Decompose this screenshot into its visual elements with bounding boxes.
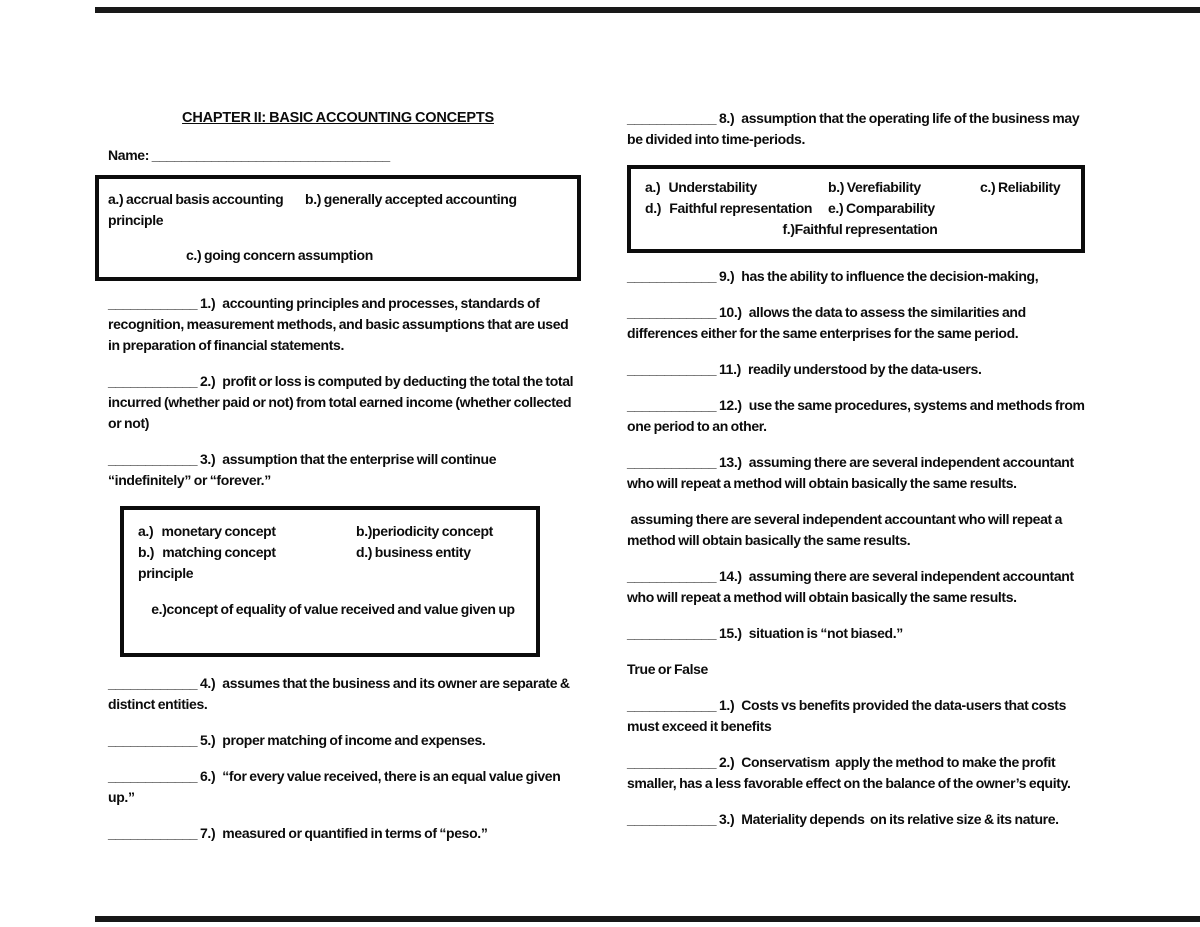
question-number-5: 5.)	[199, 732, 216, 748]
word-bank-a-row1	[108, 189, 571, 231]
word-bank-b	[120, 506, 540, 657]
word-bank-c-option-d: d.) Faithful representation	[645, 200, 813, 216]
question-number-10: 10.)	[718, 304, 742, 320]
question-number-11: 11.)	[718, 361, 741, 377]
matching-question-1	[95, 293, 581, 356]
question-number-14: 14.)	[718, 568, 742, 584]
question-text-14: assuming there are several independent accountant who will repeat a method will obtain basically the same results.	[627, 568, 1077, 605]
answer-blank-7: ____________	[108, 825, 198, 841]
true-false-heading: True or False	[627, 661, 708, 677]
tf-question-text-3: Materiality depends on its relative size & its nature.	[741, 811, 1059, 827]
answer-blank-5: ____________	[108, 732, 198, 748]
tf-answer-blank-3: ____________	[627, 811, 717, 827]
answer-blank-10: ____________	[627, 304, 717, 320]
word-bank-a	[95, 175, 581, 281]
answer-blank-14: ____________	[627, 568, 717, 584]
question-text-3: assumption that the enterprise will continue “indefinitely” or “forever.”	[108, 451, 499, 488]
question-number-12: 12.)	[718, 397, 742, 413]
question-number-13: 13.)	[718, 454, 742, 470]
matching-question-3	[95, 449, 581, 491]
word-bank-c-option-e: e.) Comparability	[828, 200, 935, 216]
question-text-1: accounting principles and processes, standards of recognition, measurement methods, and basic assumptions that are used in preparation of financial statements.	[108, 295, 572, 353]
tf-question-number-2: 2.)	[718, 754, 735, 770]
tf-answer-blank-2: ____________	[627, 754, 717, 770]
word-bank-c-option-b: b.) Verefiability	[828, 179, 921, 195]
answer-blank-1: ____________	[108, 295, 198, 311]
question-number-15: 15.)	[718, 625, 742, 641]
true-false-question-2	[627, 752, 1085, 794]
matching-question-15	[627, 623, 1085, 644]
answer-blank-6: ____________	[108, 768, 198, 784]
tf-question-text-2: Conservatism apply the method to make the profit smaller, has a less favorable effect on the balance of the owner’s equity.	[627, 754, 1071, 791]
question-text-8: assumption that the operating life of the business may be divided into time-periods.	[627, 110, 1083, 147]
matching-question-4	[95, 673, 581, 715]
matching-question-8	[627, 108, 1085, 150]
word-bank-c-option-c: c.) Reliability	[980, 179, 1061, 195]
word-bank-c-option-f: f.)Faithful representation	[782, 221, 938, 237]
question-number-1: 1.)	[199, 295, 216, 311]
question-text-2: profit or loss is computed by deducting the total the total incurred (whether paid or not) from total earned income (whether collected or not)	[108, 373, 576, 431]
question-number-9: 9.)	[718, 268, 735, 284]
question-number-2: 2.)	[199, 373, 216, 389]
matching-question-7	[95, 823, 581, 844]
word-bank-b-row1	[138, 521, 528, 542]
answer-blank-12: ____________	[627, 397, 717, 413]
word-bank-c-row1	[645, 177, 1075, 198]
answer-blank-2: ____________	[108, 373, 198, 389]
answer-blank-4: ____________	[108, 675, 198, 691]
word-bank-a-option-b: b.) generally accepted accounting principle	[108, 191, 520, 228]
answer-blank-3: ____________	[108, 451, 198, 467]
word-bank-c-option-a: a.) Understability	[645, 179, 757, 195]
question-text-4: assumes that the business and its owner are separate & distinct entities.	[108, 675, 573, 712]
question-text-13: assuming there are several independent accountant who will repeat a method will obtain basically the same results.	[627, 454, 1077, 491]
matching-question-6	[95, 766, 581, 808]
name-label: Name:	[108, 147, 150, 163]
question-text-11: readily understood by the data-users.	[747, 361, 982, 377]
name-line	[95, 145, 581, 166]
matching-question-14	[627, 566, 1085, 608]
right-column	[627, 108, 1088, 845]
word-bank-a-option-a: a.) accrual basis accounting	[108, 191, 284, 207]
matching-question-2	[95, 371, 581, 434]
question-text-12: use the same procedures, systems and methods from one period to an other.	[627, 397, 1088, 434]
question-number-4: 4.)	[199, 675, 216, 691]
word-bank-c-row2	[645, 198, 1075, 219]
left-column	[95, 108, 581, 859]
matching-question-12	[627, 395, 1088, 437]
word-bank-b-option-a: a.) monetary concept	[138, 523, 276, 539]
tf-answer-blank-1: ____________	[627, 697, 717, 713]
tf-question-text-1: Costs vs benefits provided the data-users that costs must exceed it benefits	[627, 697, 1069, 734]
question-number-3: 3.)	[199, 451, 216, 467]
matching-question-9	[627, 266, 1085, 287]
word-bank-b-option-e: e.)concept of equality of value received and value given up	[151, 601, 515, 617]
name-blank: ________________________________	[151, 147, 390, 163]
question-text-6: “for every value received, there is an equal value given up.”	[108, 768, 564, 805]
tf-question-number-3: 3.)	[718, 811, 735, 827]
word-bank-b-option-d: d.) business entity principle	[138, 544, 474, 581]
matching-question-13	[627, 452, 1085, 494]
question-text-15: situation is “not biased.”	[748, 625, 903, 641]
question-text-10: allows the data to assess the similarities and differences either for the same enterprises for the same period.	[627, 304, 1029, 341]
question-number-6: 6.)	[199, 768, 216, 784]
word-bank-b-option-b: b.)periodicity concept	[356, 523, 493, 539]
question-text-5: proper matching of income and expenses.	[222, 732, 486, 748]
answer-blank-11: ____________	[627, 361, 717, 377]
true-false-question-1	[627, 695, 1085, 737]
word-bank-b-row2	[138, 542, 528, 584]
tf-question-number-1: 1.)	[718, 697, 735, 713]
word-bank-a-option-c: c.) going concern assumption	[186, 247, 373, 263]
matching-question-5	[95, 730, 581, 751]
orphan-text: assuming there are several independent accountant who will repeat a method will obtain basically the same results.	[627, 511, 1065, 548]
answer-blank-8: ____________	[627, 110, 717, 126]
word-bank-c	[627, 165, 1085, 253]
question-number-8: 8.)	[718, 110, 735, 126]
scan-artifact-bar-top	[95, 7, 1200, 13]
matching-question-11	[627, 359, 1085, 380]
orphan-paragraph	[627, 509, 1085, 551]
answer-blank-13: ____________	[627, 454, 717, 470]
question-text-9: has the ability to influence the decision-making,	[741, 268, 1039, 284]
true-false-question-3	[627, 809, 1085, 830]
question-text-7: measured or quantified in terms of “peso.”	[222, 825, 488, 841]
scan-artifact-bar-bottom	[95, 916, 1200, 922]
page-title: CHAPTER II: BASIC ACCOUNTING CONCEPTS	[182, 110, 494, 126]
word-bank-b-option-b2: b.) matching concept	[138, 544, 276, 560]
question-number-7: 7.)	[199, 825, 216, 841]
answer-blank-9: ____________	[627, 268, 717, 284]
matching-question-10	[627, 302, 1085, 344]
answer-blank-15: ____________	[627, 625, 717, 641]
